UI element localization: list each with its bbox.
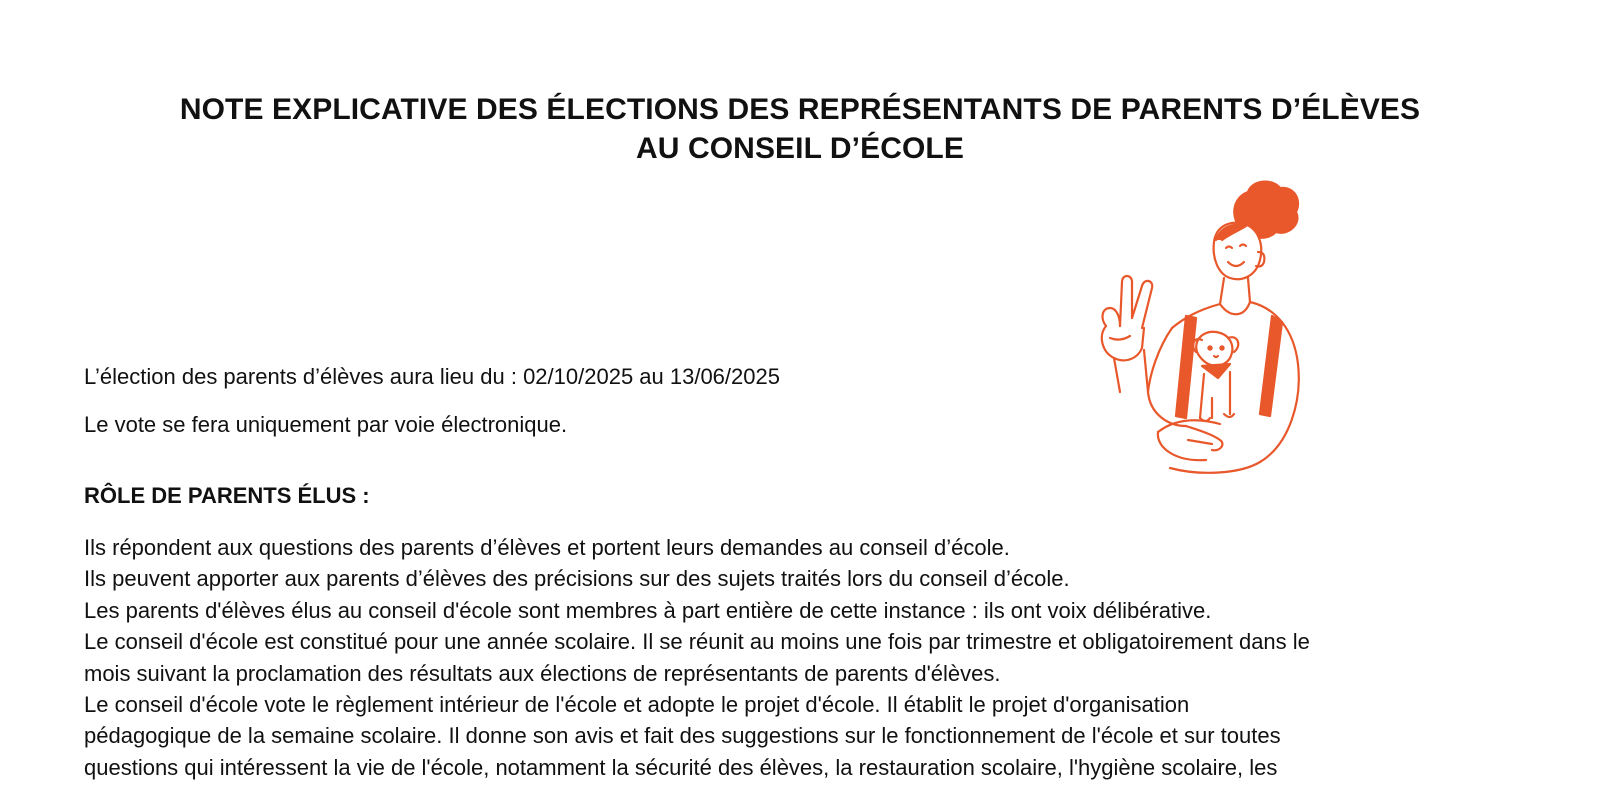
body-line: Le conseil d'école vote le règlement intérieur de l'école et adopte le projet d'école. Il établit le projet d'organisation — [84, 692, 1190, 718]
body-line: pédagogique de la semaine scolaire. Il donne son avis et fait des suggestions sur le fonctionnement de l'école et sur toutes — [84, 723, 1281, 749]
body-line: mois suivant la proclamation des résultats aux élections de représentants de parents d'élèves. — [84, 660, 1001, 686]
body-line: Les parents d'élèves élus au conseil d'école sont membres à part entière de cette instance : ils ont voix délibérative. — [84, 597, 1212, 623]
title-line-1: NOTE EXPLICATIVE DES ÉLECTIONS DES REPRÉSENTANTS DE PARENTS D’ÉLÈVES — [179, 93, 1421, 126]
vote-mode-text: Le vote se fera uniquement par voie électronique. — [84, 412, 568, 437]
body-line: questions qui intéressent la vie de l'école, notamment la sécurité des élèves, la restauration scolaire, l'hygiène scolaire, les — [84, 754, 1278, 780]
election-dates-text: L’élection des parents d’élèves aura lieu du : 02/10/2025 au 13/06/2025 — [84, 364, 780, 389]
role-description — [84, 532, 1564, 783]
title-line-2: AU CONSEIL D’ÉCOLE — [636, 132, 964, 165]
body-line: Ils peuvent apporter aux parents d’élèves des précisions sur des sujets traités lors du conseil d’école. — [84, 566, 1070, 592]
section-heading-role: RÔLE DE PARENTS ÉLUS : — [84, 483, 370, 508]
parent-with-dog-illustration-icon — [1080, 178, 1330, 478]
document-title — [0, 90, 1600, 168]
body-line: Ils répondent aux questions des parents d’élèves et portent leurs demandes au conseil d’école. — [84, 535, 1010, 560]
body-line: Le conseil d'école est constitué pour une année scolaire. Il se réunit au moins une fois par trimestre et obligatoirement dans le — [84, 629, 1310, 655]
